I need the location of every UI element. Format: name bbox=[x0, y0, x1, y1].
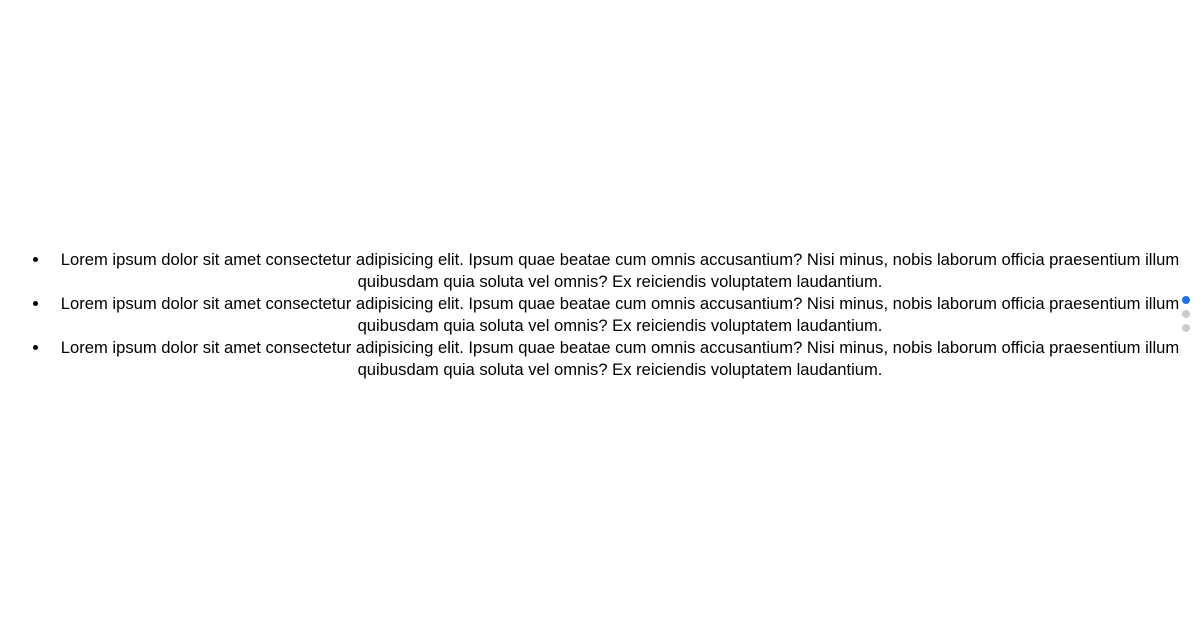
content-list bbox=[10, 249, 1190, 381]
list-item: • Lorem ipsum dolor sit amet consectetur adipisicing elit. Ipsum quae beatae cum omnis accusantium? Nisi minus, nobis laborum officia praesentium illum quibusdam quia soluta vel omnis? Ex reiciendis voluptatem laudantium. bbox=[50, 293, 1190, 337]
pager-dot-3[interactable] bbox=[1182, 324, 1190, 332]
pager-dots bbox=[1181, 296, 1191, 338]
list-item: • Lorem ipsum dolor sit amet consectetur adipisicing elit. Ipsum quae beatae cum omnis accusantium? Nisi minus, nobis laborum officia praesentium illum quibusdam quia soluta vel omnis? Ex reiciendis voluptatem laudantium. bbox=[50, 337, 1190, 381]
pager-dot-2[interactable] bbox=[1182, 310, 1190, 318]
list-item: • Lorem ipsum dolor sit amet consectetur adipisicing elit. Ipsum quae beatae cum omnis accusantium? Nisi minus, nobis laborum officia praesentium illum quibusdam quia soluta vel omnis? Ex reiciendis voluptatem laudantium. bbox=[50, 249, 1190, 293]
pager-dot-1[interactable] bbox=[1182, 296, 1190, 304]
